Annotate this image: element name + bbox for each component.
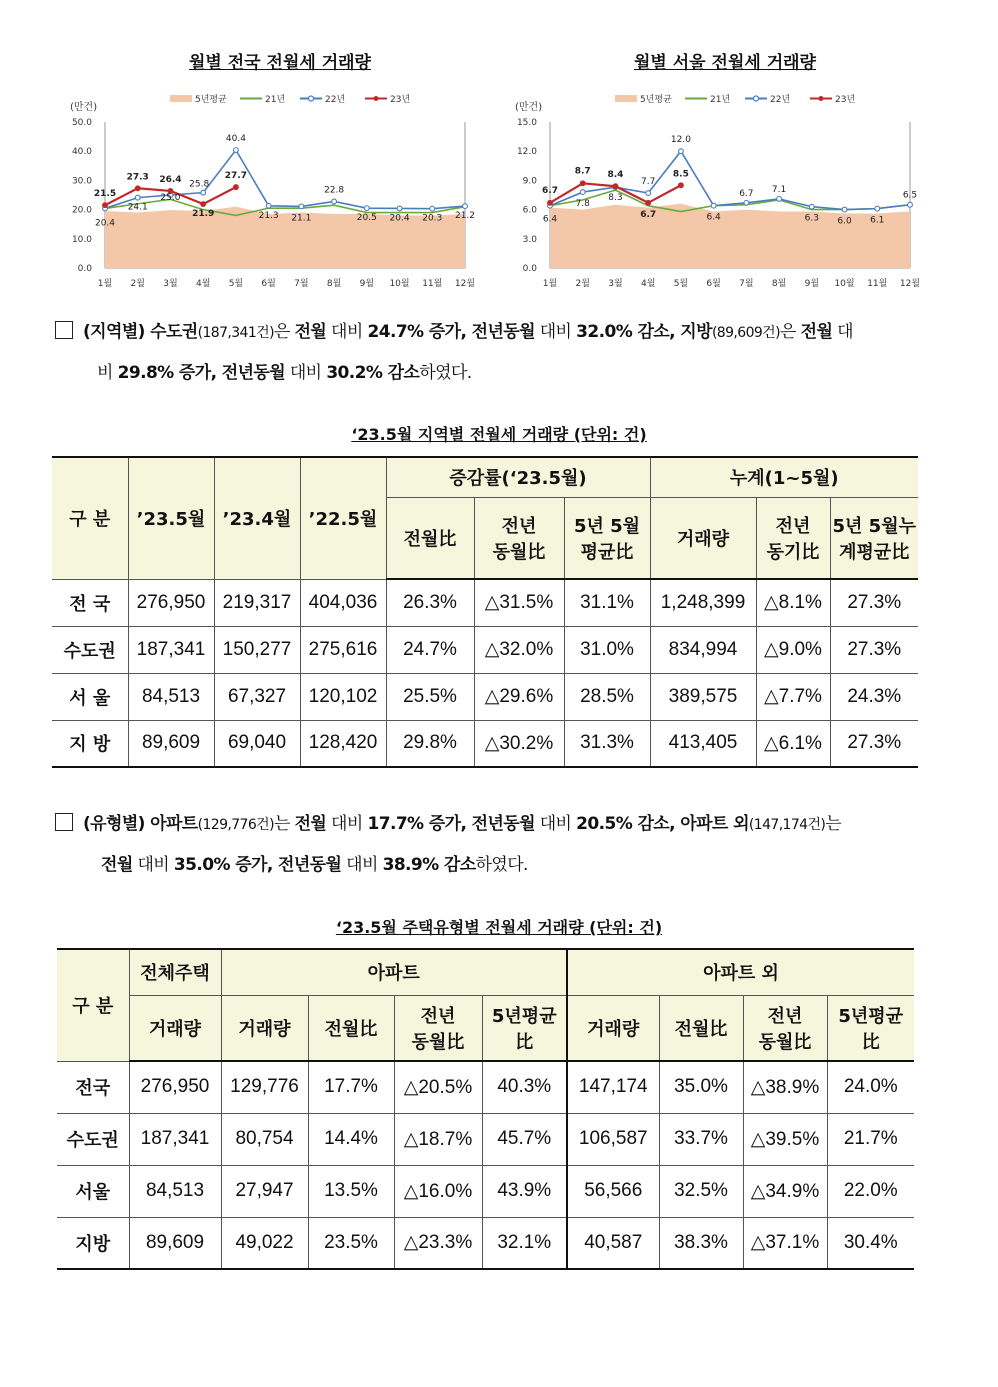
table-cell: 33.7% (659, 1113, 743, 1165)
table-cell: 28.5% (564, 673, 650, 720)
table-cell: △34.9% (743, 1165, 827, 1217)
para-segment: 은 (273, 322, 295, 342)
x-tick-label: 9월 (359, 279, 375, 289)
x-tick-label: 7월 (739, 279, 754, 289)
header-may23: ’23.5월 (128, 457, 214, 579)
data-label: 27.3 (126, 172, 149, 183)
data-label: 21.5 (93, 189, 117, 200)
header-non-apartment: 아파트 외 (567, 949, 914, 995)
legend-swatch (170, 95, 192, 102)
data-label: 7.1 (771, 184, 787, 195)
header-apr23: ’23.4월 (214, 457, 300, 579)
table-cell: 21.7% (827, 1113, 914, 1165)
x-tick-label: 5월 (228, 279, 244, 289)
para-line-1 (83, 322, 853, 342)
header-ytd (756, 497, 830, 579)
data-point (908, 202, 913, 207)
y-tick-label: 30.0 (71, 176, 92, 187)
data-label: 20.3 (422, 213, 443, 224)
table-cell: 45.7% (482, 1113, 567, 1165)
data-label: 6.3 (804, 213, 819, 224)
header-yoy-line1: 전년 (501, 515, 537, 537)
legend-marker (754, 96, 759, 101)
data-point (580, 190, 585, 195)
legend-marker (819, 96, 824, 101)
table-cell: 27.3% (830, 720, 918, 767)
data-point (809, 204, 814, 209)
table-cell: △31.5% (474, 579, 564, 626)
x-tick-label: 10월 (834, 279, 855, 289)
data-point (777, 196, 782, 201)
table-cell: 24.0% (827, 1061, 914, 1113)
table-cell: 147,174 (567, 1061, 659, 1113)
data-label: 6.4 (706, 212, 721, 223)
data-label: 21.1 (291, 213, 312, 224)
y-tick-label: 40.0 (71, 147, 92, 158)
table-cell: 24.3% (830, 673, 918, 720)
table-cell: 31.1% (564, 579, 650, 626)
checkbox-bullet-icon (55, 321, 73, 339)
row-header: 서 울 (52, 673, 128, 720)
data-label: 8.5 (672, 169, 689, 180)
table-cell: 413,405 (650, 720, 756, 767)
table-row (52, 720, 918, 767)
table-cell: △8.1% (756, 579, 830, 626)
chart-svg (50, 80, 510, 305)
table-cell: 187,341 (129, 1113, 221, 1165)
y-tick-label: 20.0 (71, 205, 92, 216)
data-point (463, 204, 468, 209)
header-ytd-line1: 전년 (775, 515, 811, 537)
header-avg-line1: 5년평균 (838, 1005, 904, 1027)
table-cell: 13.5% (308, 1165, 394, 1217)
data-point (266, 203, 271, 208)
para-segment: 전월 (294, 814, 327, 834)
table-cell: 150,277 (214, 626, 300, 673)
para-segment: 29.8% 증가, 전년동월 (117, 363, 286, 383)
table-cell: 22.0% (827, 1165, 914, 1217)
y-tick-label: 50.0 (71, 118, 92, 128)
data-point (103, 203, 108, 208)
table-cell: 89,609 (129, 1217, 221, 1269)
para-segment: (유형별) 아파트 (83, 814, 198, 834)
data-label: 40.4 (225, 134, 246, 145)
header-avg-line2: 比 (861, 1031, 880, 1053)
para-segment: 35.0% 증가, 전년동월 (173, 855, 342, 875)
x-tick-label: 2월 (575, 279, 590, 289)
table-cell: △32.0% (474, 626, 564, 673)
series-line-22년 (550, 151, 910, 209)
para-line-2 (55, 845, 935, 885)
x-tick-label: 9월 (804, 279, 820, 289)
header-yoy-line1: 전년 (767, 1005, 803, 1027)
data-label: 12.0 (670, 135, 691, 146)
data-point (364, 206, 369, 211)
para-segment: (187,341건) (197, 325, 274, 341)
para-segment: 대비 (341, 855, 383, 875)
header-ytd-line2: 동기比 (766, 541, 820, 563)
y-tick-label: 15.0 (516, 118, 537, 128)
table-cell: 84,513 (128, 673, 214, 720)
y-tick-label: 6.0 (522, 205, 537, 216)
data-label: 27.7 (224, 171, 248, 182)
table-cell: △37.1% (743, 1217, 827, 1269)
y-tick-label: 9.0 (522, 176, 537, 187)
header-cum-avg (830, 497, 918, 579)
x-tick-label: 12월 (454, 279, 476, 289)
table-cell: △38.9% (743, 1061, 827, 1113)
header-rate: 증감률(‘23.5월) (386, 457, 650, 497)
row-header: 수도권 (57, 1113, 129, 1165)
table-cell: 35.0% (659, 1061, 743, 1113)
legend-label: 23년 (390, 95, 411, 105)
y-tick-label: 10.0 (71, 234, 92, 245)
data-label: 25.8 (189, 179, 210, 190)
x-tick-label: 5월 (673, 279, 689, 289)
data-label: 6.1 (870, 215, 885, 226)
para-segment: 24.7% 증가, 전년동월 (367, 322, 535, 342)
header-apartment: 아파트 (221, 949, 567, 995)
table-cell: 27.3% (830, 626, 918, 673)
table-cell: 27.3% (830, 579, 918, 626)
x-tick-label: 3월 (163, 279, 178, 289)
header-yoy (394, 995, 482, 1061)
row-header: 수도권 (52, 626, 128, 673)
data-point (842, 207, 847, 212)
para-segment: 대비 (132, 855, 174, 875)
header-volume: 거래량 (129, 995, 221, 1061)
data-point (201, 190, 206, 195)
chart-nationwide (50, 40, 510, 300)
table-cell: 404,036 (300, 579, 386, 626)
para-segment: 대비 (534, 322, 577, 342)
area-5yr-average (550, 204, 910, 268)
data-point (679, 149, 684, 154)
data-point (744, 200, 749, 205)
header-avg-line1: 5년평균 (491, 1005, 557, 1027)
legend-label: 5년평균 (195, 95, 227, 105)
header-cavg-line1: 5년 5월누 (832, 515, 916, 537)
data-label: 20.4 (389, 213, 410, 224)
para-segment: 32.0% 감소, 지방 (576, 322, 712, 342)
table-cell: 32.1% (482, 1217, 567, 1269)
data-point (135, 186, 140, 191)
data-label: 6.0 (837, 216, 852, 227)
data-point (234, 148, 239, 153)
data-point (548, 200, 553, 205)
data-label: 24.1 (127, 202, 148, 213)
table-row (57, 1165, 914, 1217)
table-cell: 40,587 (567, 1217, 659, 1269)
x-tick-label: 11월 (867, 279, 888, 289)
table-caption: ‘23.5월 지역별 전월세 거래량 (단위: 건) (351, 425, 647, 444)
header-volume: 거래량 (221, 995, 308, 1061)
header-may22: ’22.5월 (300, 457, 386, 579)
table-cell: 106,587 (567, 1113, 659, 1165)
data-label: 8.3 (608, 193, 623, 204)
data-point (646, 200, 651, 205)
table-cell: 40.3% (482, 1061, 567, 1113)
x-tick-label: 8월 (771, 279, 787, 289)
x-tick-label: 8월 (326, 279, 342, 289)
table-row (52, 626, 918, 673)
legend-marker (309, 96, 314, 101)
data-label: 6.7 (640, 209, 657, 220)
table-cell: 29.8% (386, 720, 474, 767)
data-point (299, 204, 304, 209)
para-segment: 대 (832, 322, 853, 342)
table-cell: 27,947 (221, 1165, 308, 1217)
table-cell: 89,609 (128, 720, 214, 767)
chart-title: 월별 전국 전월세 거래량 (189, 53, 371, 73)
y-axis-label: (만건) (70, 102, 98, 113)
table-cell: 389,575 (650, 673, 756, 720)
data-point (135, 195, 140, 200)
para-line-1 (83, 814, 841, 834)
row-header: 서울 (57, 1165, 129, 1217)
data-label: 21.2 (454, 211, 476, 222)
legend-label: 23년 (835, 95, 856, 105)
table-cell: △7.7% (756, 673, 830, 720)
table-cell: 129,776 (221, 1061, 308, 1113)
table-cell: 128,420 (300, 720, 386, 767)
x-tick-label: 6월 (261, 279, 276, 289)
header-mom: 전월比 (659, 995, 743, 1061)
para-segment: (89,609건) (711, 325, 780, 341)
table-row (57, 1113, 914, 1165)
header-yoy-line2: 동월比 (758, 1031, 812, 1053)
table-cell: 1,248,399 (650, 579, 756, 626)
table-cell: 31.0% (564, 626, 650, 673)
data-point (679, 183, 684, 188)
data-point (332, 199, 337, 204)
data-label: 8.4 (607, 170, 624, 181)
data-label: 25.0 (160, 193, 181, 203)
table-cell: △29.6% (474, 673, 564, 720)
table-row (57, 1217, 914, 1269)
data-point (613, 184, 618, 189)
legend-label: 21년 (265, 95, 286, 105)
header-cavg-line2: 계평균比 (839, 541, 910, 563)
legend-label: 22년 (770, 95, 791, 105)
header-total-housing: 전체주택 (129, 949, 221, 995)
x-tick-label: 7월 (294, 279, 309, 289)
table-cell: △6.1% (756, 720, 830, 767)
table-row (52, 673, 918, 720)
legend-label: 22년 (325, 95, 346, 105)
para-segment: 17.7% 증가, 전년동월 (367, 814, 535, 834)
header-volume: 거래량 (650, 497, 756, 579)
y-tick-label: 3.0 (522, 234, 537, 245)
data-label: 7.7 (641, 177, 656, 188)
data-label: 21.3 (258, 210, 279, 221)
table-cell: 834,994 (650, 626, 756, 673)
table-cell: 187,341 (128, 626, 214, 673)
para-segment: 는 (825, 814, 842, 834)
header-mom: 전월比 (308, 995, 394, 1061)
para-segment: 대비 (326, 814, 368, 834)
header-avg-line1: 5년 5월 (573, 515, 641, 537)
table-cell: 32.5% (659, 1165, 743, 1217)
legend-swatch (615, 95, 637, 102)
data-label: 7.8 (575, 199, 590, 210)
data-point (580, 181, 585, 186)
x-tick-label: 1월 (97, 279, 113, 289)
para-segment: (129,776건) (197, 817, 274, 833)
table-cell: △18.7% (394, 1113, 482, 1165)
header-5yr-avg (827, 995, 914, 1061)
legend-label: 5년평균 (640, 95, 672, 105)
x-tick-label: 1월 (542, 279, 558, 289)
row-header: 전국 (57, 1061, 129, 1113)
header-yoy (743, 995, 827, 1061)
table-cell: 49,022 (221, 1217, 308, 1269)
data-point (430, 206, 435, 211)
x-tick-label: 11월 (422, 279, 443, 289)
data-label: 26.4 (159, 174, 182, 185)
data-point (875, 206, 880, 211)
chart-title: 월별 서울 전월세 거래량 (634, 53, 816, 73)
data-point (646, 191, 651, 196)
chart-svg (495, 80, 955, 305)
para-segment: 20.5% 감소, 아파트 외 (576, 814, 749, 834)
data-label: 6.7 (739, 188, 754, 199)
legend-label: 21년 (710, 95, 731, 105)
para-segment: 전월 (101, 855, 133, 875)
data-label: 21.9 (192, 209, 215, 220)
table-cell: 276,950 (128, 579, 214, 626)
table-cell: △30.2% (474, 720, 564, 767)
table-cell: 17.7% (308, 1061, 394, 1113)
table-cell: 56,566 (567, 1165, 659, 1217)
table-cell: 25.5% (386, 673, 474, 720)
table-cell: 23.5% (308, 1217, 394, 1269)
table-cell: △23.3% (394, 1217, 482, 1269)
header-yoy (474, 497, 564, 579)
x-tick-label: 4월 (640, 279, 656, 289)
y-axis-label: (만건) (515, 102, 543, 113)
data-label: 6.7 (542, 185, 558, 196)
table-cell: △39.5% (743, 1113, 827, 1165)
x-tick-label: 6월 (706, 279, 721, 289)
housing-type-table (57, 948, 914, 1270)
table-cell: 43.9% (482, 1165, 567, 1217)
data-point (711, 203, 716, 208)
para-segment: 전월 (294, 322, 327, 342)
header-volume: 거래량 (567, 995, 659, 1061)
para-segment: 38.9% 감소 (382, 855, 476, 875)
para-segment: (147,174건) (748, 817, 826, 833)
header-5yr-avg (564, 497, 650, 579)
row-header: 지 방 (52, 720, 128, 767)
header-mom: 전월比 (386, 497, 474, 579)
data-label: 6.5 (902, 190, 918, 201)
header-yoy-line2: 동월比 (492, 541, 546, 563)
table-cell: 275,616 (300, 626, 386, 673)
data-label: 20.5 (356, 213, 377, 224)
table-cell: 80,754 (221, 1113, 308, 1165)
data-label: 8.7 (574, 166, 591, 177)
table-cell: △16.0% (394, 1165, 482, 1217)
x-tick-label: 10월 (389, 279, 410, 289)
data-label: 20.4 (94, 218, 116, 229)
row-header: 지방 (57, 1217, 129, 1269)
para-segment: 하였다. (475, 855, 528, 875)
table-cell: 31.3% (564, 720, 650, 767)
x-tick-label: 2월 (130, 279, 145, 289)
table-cell: △20.5% (394, 1061, 482, 1113)
table-row (52, 579, 918, 626)
table-cell: 84,513 (129, 1165, 221, 1217)
x-tick-label: 4월 (195, 279, 211, 289)
data-label: 6.4 (542, 214, 558, 225)
data-point (234, 185, 239, 190)
table-cell: 38.3% (659, 1217, 743, 1269)
header-yoy-line1: 전년 (420, 1005, 456, 1027)
table-cell: 120,102 (300, 673, 386, 720)
para-segment: 대비 (285, 363, 327, 383)
header-avg-line2: 比 (515, 1031, 534, 1053)
para-segment: (지역별) 수도권 (83, 322, 198, 342)
para-segment: 전월 (800, 322, 833, 342)
data-label: 22.8 (324, 185, 345, 196)
header-yoy-line2: 동월比 (411, 1031, 465, 1053)
para-segment: 하였다. (419, 363, 472, 383)
area-5yr-average (105, 207, 465, 268)
region-summary-paragraph (55, 312, 935, 393)
table-cell: 219,317 (214, 579, 300, 626)
y-tick-label: 12.0 (516, 147, 537, 158)
data-point (201, 202, 206, 207)
type-summary-paragraph (55, 804, 935, 885)
table-row (57, 1061, 914, 1113)
table-caption: ‘23.5월 주택유형별 전월세 거래량 (단위: 건) (335, 918, 663, 937)
para-segment: 은 (779, 322, 801, 342)
table-cell: 30.4% (827, 1217, 914, 1269)
legend-marker (374, 96, 379, 101)
para-segment: 는 (273, 814, 295, 834)
table-cell: 14.4% (308, 1113, 394, 1165)
chart-seoul (495, 40, 955, 300)
checkbox-bullet-icon (55, 813, 73, 831)
header-avg-line2: 평균比 (580, 541, 634, 563)
para-segment: 대비 (326, 322, 368, 342)
row-header: 전 국 (52, 579, 128, 626)
table-cell: 69,040 (214, 720, 300, 767)
header-gubun: 구 분 (57, 949, 129, 1061)
data-point (397, 206, 402, 211)
x-tick-label: 12월 (899, 279, 921, 289)
y-tick-label: 0.0 (522, 264, 537, 274)
region-table (52, 456, 918, 768)
x-tick-label: 3월 (608, 279, 623, 289)
table-cell: 26.3% (386, 579, 474, 626)
table-cell: 276,950 (129, 1061, 221, 1113)
para-segment: 비 (97, 363, 118, 383)
table-cell: 67,327 (214, 673, 300, 720)
header-5yr-avg (482, 995, 567, 1061)
table-cell: △9.0% (756, 626, 830, 673)
para-segment: 대비 (534, 814, 577, 834)
header-gubun: 구 분 (52, 457, 128, 579)
header-cumulative: 누계(1~5월) (650, 457, 918, 497)
para-line-2 (55, 353, 935, 393)
para-segment: 30.2% 감소 (326, 363, 420, 383)
table-cell: 24.7% (386, 626, 474, 673)
y-tick-label: 0.0 (77, 264, 92, 274)
